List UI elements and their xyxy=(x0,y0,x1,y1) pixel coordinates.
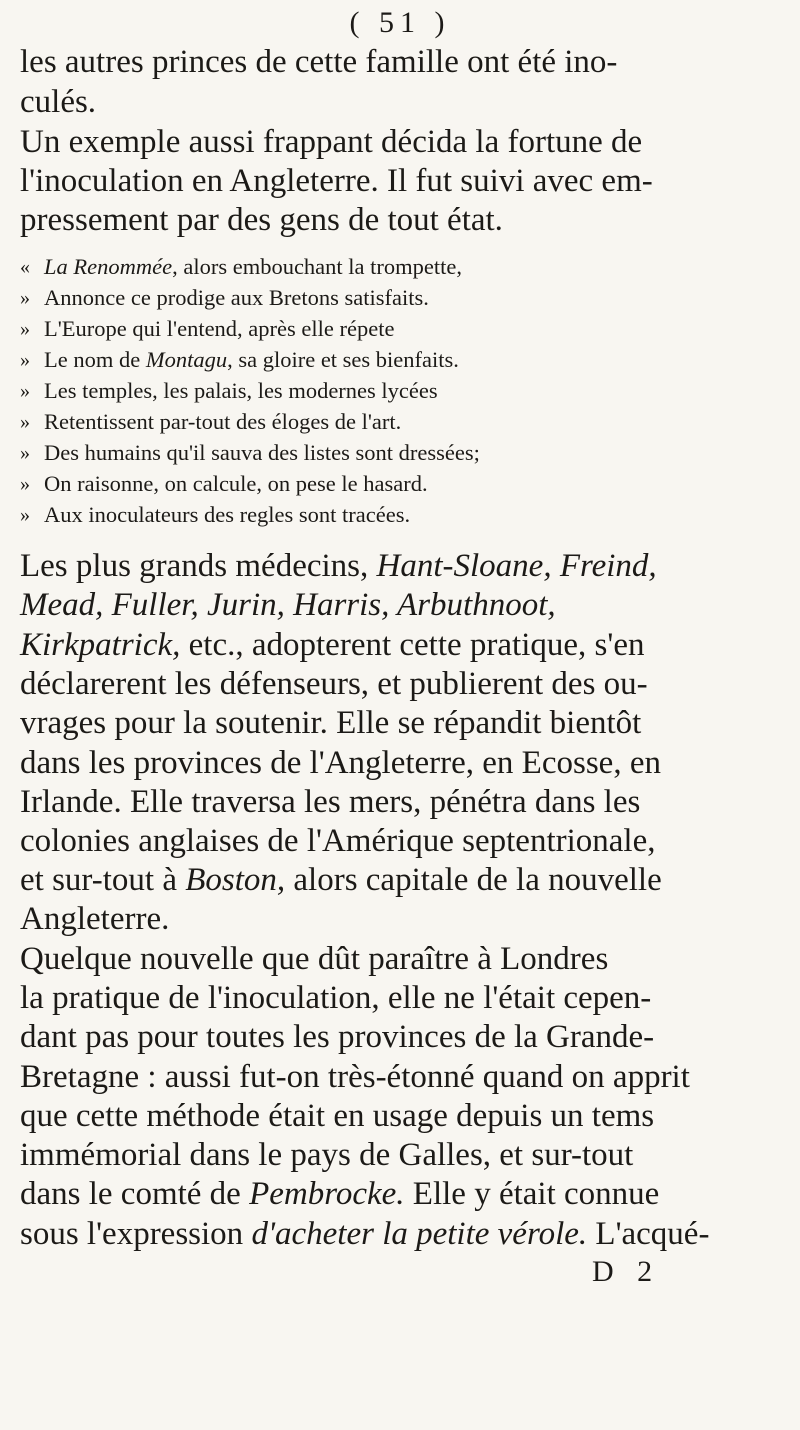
text-line: Quelque nouvelle que dût paraître à Londres xyxy=(20,941,609,977)
page-number: ( 51 ) xyxy=(349,6,451,39)
printer-signature: D 2 xyxy=(592,1255,661,1288)
verse-line: » On raisonne, on calcule, on pese le hasard. xyxy=(20,471,428,496)
text-line: immémorial dans le pays de Galles, et sur-tout xyxy=(20,1137,634,1173)
text-line: la pratique de l'inoculation, elle ne l'était cepen- xyxy=(20,980,652,1016)
text-line: dans le comté de Pembrocke. Elle y était connue xyxy=(20,1176,660,1212)
verse-line: » Le nom de Montagu, sa gloire et ses bienfaits. xyxy=(20,347,459,372)
text-line: Irlande. Elle traversa les mers, pénétra dans les xyxy=(20,784,641,820)
text-line: Kirkpatrick, etc., adopterent cette pratique, s'en xyxy=(20,627,645,663)
verse-line: » Des humains qu'il sauva des listes sont dressées; xyxy=(20,440,480,465)
text-line: Angleterre. xyxy=(20,901,170,937)
verse-line: » Aux inoculateurs des regles sont tracées. xyxy=(20,502,411,527)
text-line: pressement par des gens de tout état. xyxy=(20,202,503,238)
verse-line: » L'Europe qui l'entend, après elle répete xyxy=(20,316,395,341)
verse-line: » Les temples, les palais, les modernes lycées xyxy=(20,378,438,403)
text-line: colonies anglaises de l'Amérique septentrionale, xyxy=(20,823,656,859)
text-line: Bretagne : aussi fut-on très-étonné quand on apprit xyxy=(20,1059,690,1095)
verse-line: » Annonce ce prodige aux Bretons satisfaits. xyxy=(20,285,429,310)
text-line: dant pas pour toutes les provinces de la Grande- xyxy=(20,1019,655,1055)
text-line: Un exemple aussi frappant décida la fortune de xyxy=(20,124,643,160)
text-line: Mead, Fuller, Jurin, Harris, Arbuthnoot, xyxy=(20,587,556,623)
text-line: et sur-tout à Boston, alors capitale de la nouvelle xyxy=(20,862,662,898)
text-line: Les plus grands médecins, Hant-Sloane, Freind, xyxy=(20,548,657,584)
text-line: vrages pour la soutenir. Elle se répandit bientôt xyxy=(20,705,642,741)
verse-line: » Retentissent par-tout des éloges de l'art. xyxy=(20,409,402,434)
text-line: sous l'expression d'acheter la petite vérole. L'acqué- xyxy=(20,1216,710,1252)
text-line: déclarerent les défenseurs, et publierent des ou- xyxy=(20,666,648,702)
text-line: les autres princes de cette famille ont été ino- xyxy=(20,44,618,80)
text-line: dans les provinces de l'Angleterre, en Ecosse, en xyxy=(20,745,661,781)
verse-line: « La Renommée, alors embouchant la trompette, xyxy=(20,254,463,279)
text-line: l'inoculation en Angleterre. Il fut suivi avec em- xyxy=(20,163,653,199)
text-line: culés. xyxy=(20,84,97,120)
text-line: que cette méthode était en usage depuis un tems xyxy=(20,1098,655,1134)
